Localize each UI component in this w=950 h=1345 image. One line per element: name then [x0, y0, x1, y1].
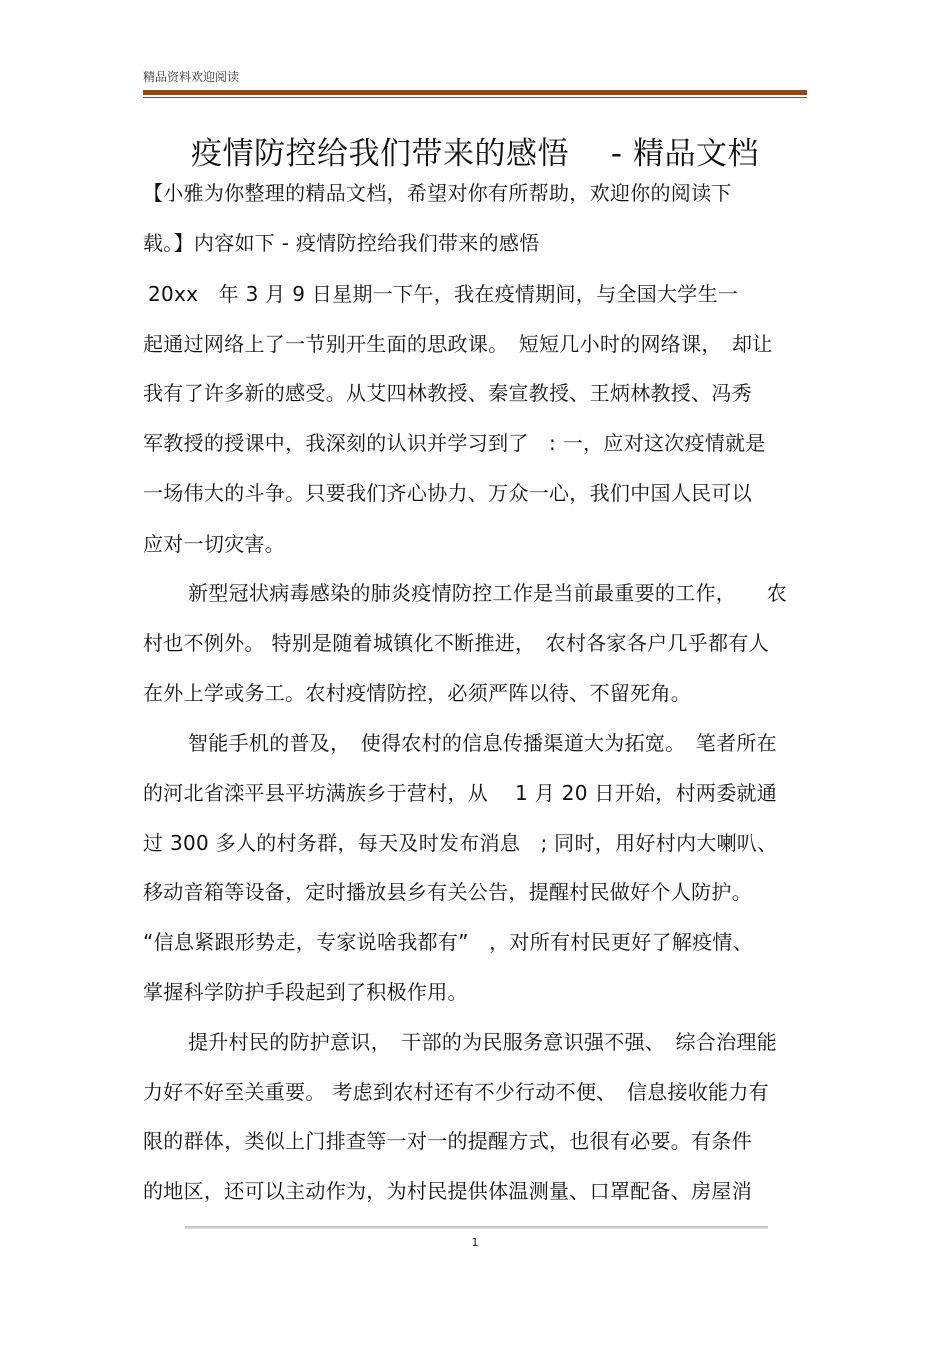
text-line: 移动音箱等设备，定时播放县乡有关公告，提醒村民做好个人防护。 [143, 880, 752, 904]
text-line: 限的群体，类似上门排查等一对一的提醒方式，也很有必要。有条件 [143, 1129, 752, 1153]
text-line: 20xx 年 3 月 9 日星期一下午，我在疫情期间，与全国大学生一 [148, 282, 739, 306]
header-rule-thin [143, 97, 807, 98]
text-line: 载。】内容如下 - 疫情防控给我们带来的感悟 [143, 231, 540, 255]
text-line: 掌握科学防护手段起到了积极作用。 [143, 980, 468, 1004]
text-line: 过 300 多人的村务群，每天及时发布消息 ; 同时，用好村内大喇叭、 [143, 831, 778, 855]
text-line: 【小雅为你整理的精品文档，希望对你有所帮助，欢迎你的阅读下 [143, 181, 732, 205]
text-line: 智能手机的普及， 使得农村的信息传播渠道大为拓宽。 笔者所在 [188, 731, 777, 755]
text-line: 起通过网络上了一节别开生面的思政课。 短短几小时的网络课， 却让 [143, 332, 773, 356]
text-line: 的河北省滦平县平坊满族乡于营村，从 1 月 20 日开始，村两委就通 [143, 781, 778, 805]
footer-rule [185, 1226, 768, 1229]
text-line: 在外上学或务工。农村疫情防控，必须严阵以待、不留死角。 [143, 681, 692, 705]
text-line: 新型冠状病毒感染的肺炎疫情防控工作是当前最重要的工作， 农 [188, 581, 787, 605]
header-rule-thick [143, 90, 807, 95]
document-title: 疫情防控给我们带来的感悟 - 精品文档 [191, 136, 759, 172]
text-line: 一场伟大的斗争。只要我们齐心协力、万众一心，我们中国人民可以 [143, 481, 752, 505]
text-line: 的地区，还可以主动作为，为村民提供体温测量、口罩配备、房屋消 [143, 1179, 752, 1203]
text-line: 提升村民的防护意识， 干部的为民服务意识强不强、 综合治理能 [188, 1030, 777, 1054]
page-number: 1 [471, 1236, 479, 1249]
text-line: 应对一切灾害。 [143, 532, 286, 556]
text-line: 力好不好至关重要。 考虑到农村还有不少行动不便、 信息接收能力有 [143, 1080, 769, 1104]
text-line: 我有了许多新的感受。从艾四林教授、秦宣教授、王炳林教授、冯秀 [143, 381, 752, 405]
text-line: 军教授的授课中，我深刻的认识并学习到了 : 一，应对这次疫情就是 [143, 431, 766, 455]
text-line: 村也不例外。 特别是随着城镇化不断推进， 农村各家各户几乎都有人 [143, 631, 769, 655]
running-header: 精品资料欢迎阅读 [143, 70, 240, 84]
text-line: “信息紧跟形势走，专家说啥我都有” ，对所有村民更好了解疫情、 [143, 930, 754, 954]
